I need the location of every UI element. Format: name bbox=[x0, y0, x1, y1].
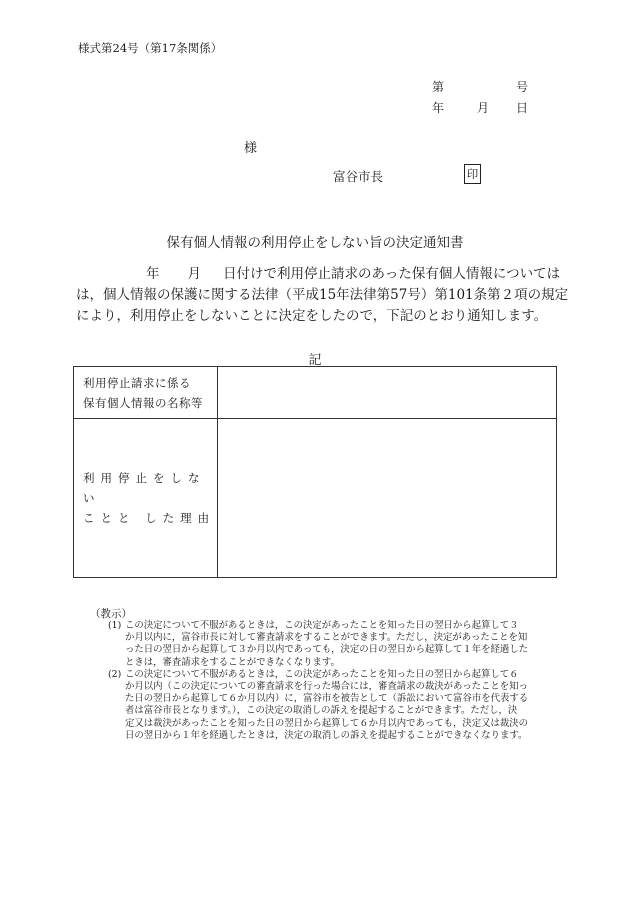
note-line: か月以内（この決定についての審査請求を行った場合には，審査請求の裁決があったことを知っ bbox=[125, 681, 528, 693]
notes-list bbox=[108, 620, 548, 742]
document-number bbox=[432, 78, 528, 99]
note-line: 定又は裁決があったことを知った日の翌日から起算して６か月以内であっても，決定又は裁決の bbox=[125, 717, 528, 729]
body-line-1 bbox=[76, 264, 561, 285]
reason-label-line-1: 利用停止をしない bbox=[83, 471, 206, 505]
detail-table bbox=[73, 366, 557, 578]
body-date-year: 年 bbox=[146, 266, 160, 282]
date-day-label: 日 bbox=[515, 101, 528, 115]
target-info-value-cell[interactable] bbox=[218, 367, 557, 419]
target-info-label bbox=[74, 367, 218, 419]
note-text bbox=[125, 620, 548, 669]
body-date-month: 月 bbox=[187, 266, 201, 282]
document-number-date bbox=[432, 78, 528, 120]
body-text bbox=[76, 264, 569, 327]
doc-number-dai: 第 bbox=[432, 80, 445, 94]
body-line-3: により，利用停止をしないことに決定をしたので，下記のとおり通知します。 bbox=[76, 308, 548, 324]
ki-heading: 記 bbox=[308, 353, 322, 368]
note-line: この決定について不服があるときは，この決定があったことを知った日の翌日から起算して３ bbox=[125, 620, 519, 631]
date-month-label: 月 bbox=[476, 101, 489, 115]
seal-mark: 印 bbox=[464, 164, 481, 184]
sender-name: 富谷市長 bbox=[333, 169, 384, 184]
note-line: 者は富谷市長となります。），この決定の取消しの訴えを提起することができます。ただし，決 bbox=[125, 705, 518, 717]
reason-label bbox=[74, 419, 218, 578]
note-line: 日の翌日から１年を経過したときは，決定の取消しの訴えを提起することができなくなります。 bbox=[125, 729, 528, 741]
body-line-1-text: 日付けで利用停止請求のあった保有個人情報については bbox=[223, 266, 561, 282]
addressee-suffix: 様 bbox=[244, 141, 258, 156]
target-info-label-line-2: 保有個人情報の名称等 bbox=[83, 395, 203, 410]
document-title: 保有個人情報の利用停止をしない旨の決定通知書 bbox=[166, 235, 464, 251]
document-date bbox=[432, 99, 528, 120]
date-year-label: 年 bbox=[432, 101, 445, 115]
form-number: 様式第24号（第17条関係） bbox=[78, 41, 223, 55]
reason-value-cell[interactable] bbox=[218, 419, 557, 578]
note-item-2 bbox=[108, 669, 548, 742]
note-item-1 bbox=[108, 620, 548, 669]
note-number: (2) bbox=[108, 668, 122, 680]
note-number: (1) bbox=[108, 620, 122, 631]
note-line: か月以内に，富谷市長に対して審査請求をすることができます。ただし，決定があったことを知 bbox=[125, 632, 528, 644]
note-line: この決定について不服があるときは，この決定があったことを知った日の翌日から起算して６ bbox=[125, 668, 519, 680]
note-line: った日の翌日から起算して３か月以内であっても，決定の日の翌日から起算して１年を経過した bbox=[125, 644, 529, 656]
note-line: ときは，審査請求をすることができなくなります。 bbox=[125, 656, 340, 668]
table-row-target-info bbox=[74, 367, 557, 419]
body-line-2: は，個人情報の保護に関する法律（平成15年法律第57号）第101条第２項の規定 bbox=[76, 287, 569, 303]
doc-number-go: 号 bbox=[515, 80, 528, 94]
note-line: た日の翌日から起算して６か月以内）に，富谷市を被告として（訴訟において富谷市を代表する bbox=[125, 693, 529, 705]
reason-label-line-2: ことと した理由 bbox=[83, 511, 216, 525]
table-row-reason bbox=[74, 419, 557, 578]
notes-heading: （教示） bbox=[90, 608, 132, 620]
target-info-label-line-1: 利用停止請求に係る bbox=[83, 375, 191, 390]
note-text bbox=[125, 669, 548, 742]
